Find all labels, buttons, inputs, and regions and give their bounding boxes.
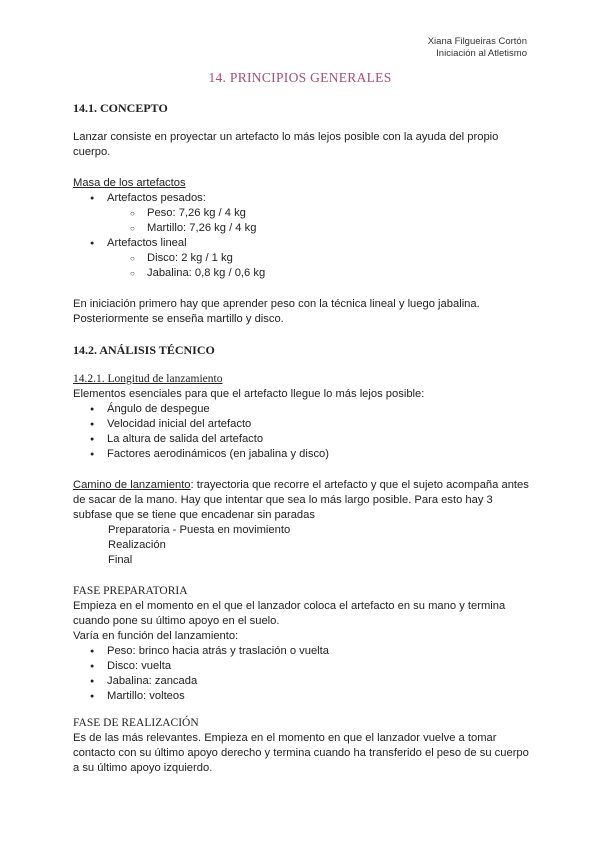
fase-preparatoria-heading: FASE PREPARATORIA bbox=[73, 585, 188, 597]
camino-term: Camino de lanzamiento bbox=[73, 479, 191, 491]
list-item: ● Factores aerodinámicos (en jabalina y disco) bbox=[73, 447, 533, 462]
section-heading-concepto: 14.1. CONCEPTO bbox=[73, 101, 168, 115]
iniciacion-paragraph-1: En iniciación primero hay que aprender peso con la técnica lineal y luego jabalina. bbox=[73, 298, 480, 310]
pesados-label: Artefactos pesados: bbox=[107, 192, 206, 204]
list-item: ○ Jabalina: 0,8 kg / 0,6 kg bbox=[73, 266, 533, 281]
section-heading-analisis: 14.2. ANÁLISIS TÉCNICO bbox=[73, 343, 215, 357]
list-item: Preparatoria - Puesta en movimiento bbox=[108, 524, 291, 536]
iniciacion-paragraph-2: Posteriormente se enseña martillo y disco. bbox=[73, 313, 284, 325]
list-item: ○ Martillo: 7,26 kg / 4 kg bbox=[73, 221, 533, 236]
page-header bbox=[428, 36, 527, 60]
list-item: ● Peso: brinco hacia atrás y traslación o vuelta bbox=[73, 644, 533, 659]
list-item: Final bbox=[108, 554, 133, 566]
pesados-sublist bbox=[73, 206, 533, 236]
list-item bbox=[73, 236, 533, 281]
camino-text: : trayectoria que recorre el artefacto y que el sujeto acompaña antes de sacar de la mano. Hay que intentar que sea lo más largo posible. Para esto hay 3 subfase que se tiene que encadenar sin paradas bbox=[73, 479, 529, 521]
list-item: ● Jabalina: zancada bbox=[73, 674, 533, 689]
list-item bbox=[73, 191, 533, 236]
list-item: ● Martillo: volteos bbox=[73, 689, 533, 704]
list-item: ○ Disco: 2 kg / 1 kg bbox=[73, 251, 533, 266]
subsection-heading-longitud: 14.2.1. Longitud de lanzamiento bbox=[73, 373, 223, 385]
list-item: ● La altura de salida del artefacto bbox=[73, 432, 533, 447]
preparatoria-list bbox=[73, 644, 533, 704]
masa-list bbox=[73, 191, 533, 281]
masa-title: Masa de los artefactos bbox=[73, 177, 186, 189]
lineal-sublist bbox=[73, 251, 533, 281]
list-item: Realización bbox=[108, 539, 166, 551]
fase-preparatoria-text: Empieza en el momento en el que el lanzador coloca el artefacto en su mano y termina cuando pone su último apoyo en el suelo. bbox=[73, 600, 506, 627]
header-author: Xiana Filgueiras Cortón bbox=[427, 36, 527, 47]
list-item: ● Ángulo de despegue bbox=[73, 402, 533, 417]
fase-realizacion-text: Es de las más relevantes. Empieza en el momento en que el lanzador vuelve a tomar contacto con su último apoyo derecho y termina cuando ha transferido el peso de su cuerpo a su último apoyo izquierdo. bbox=[73, 732, 529, 774]
varia-label: Varía en función del lanzamiento: bbox=[73, 630, 239, 642]
fase-realizacion-heading: FASE DE REALIZACIÓN bbox=[73, 717, 199, 729]
camino-paragraph bbox=[73, 478, 533, 523]
concepto-paragraph: Lanzar consiste en proyectar un artefacto lo más lejos posible con la ayuda del propio cuerpo. bbox=[73, 131, 499, 158]
document-body bbox=[73, 101, 533, 776]
page-title: 14. PRINCIPIOS GENERALES bbox=[208, 70, 392, 85]
lineal-label: Artefactos lineal bbox=[107, 237, 187, 249]
list-item: ● Velocidad inicial del artefacto bbox=[73, 417, 533, 432]
elementos-list bbox=[73, 402, 533, 462]
list-item: ○ Peso: 7,26 kg / 4 kg bbox=[73, 206, 533, 221]
elementos-intro: Elementos esenciales para que el artefacto llegue lo más lejos posible: bbox=[73, 388, 425, 400]
fases-list bbox=[73, 523, 533, 568]
list-item: ● Disco: vuelta bbox=[73, 659, 533, 674]
header-subject: Iniciación al Atletismo bbox=[436, 48, 527, 59]
